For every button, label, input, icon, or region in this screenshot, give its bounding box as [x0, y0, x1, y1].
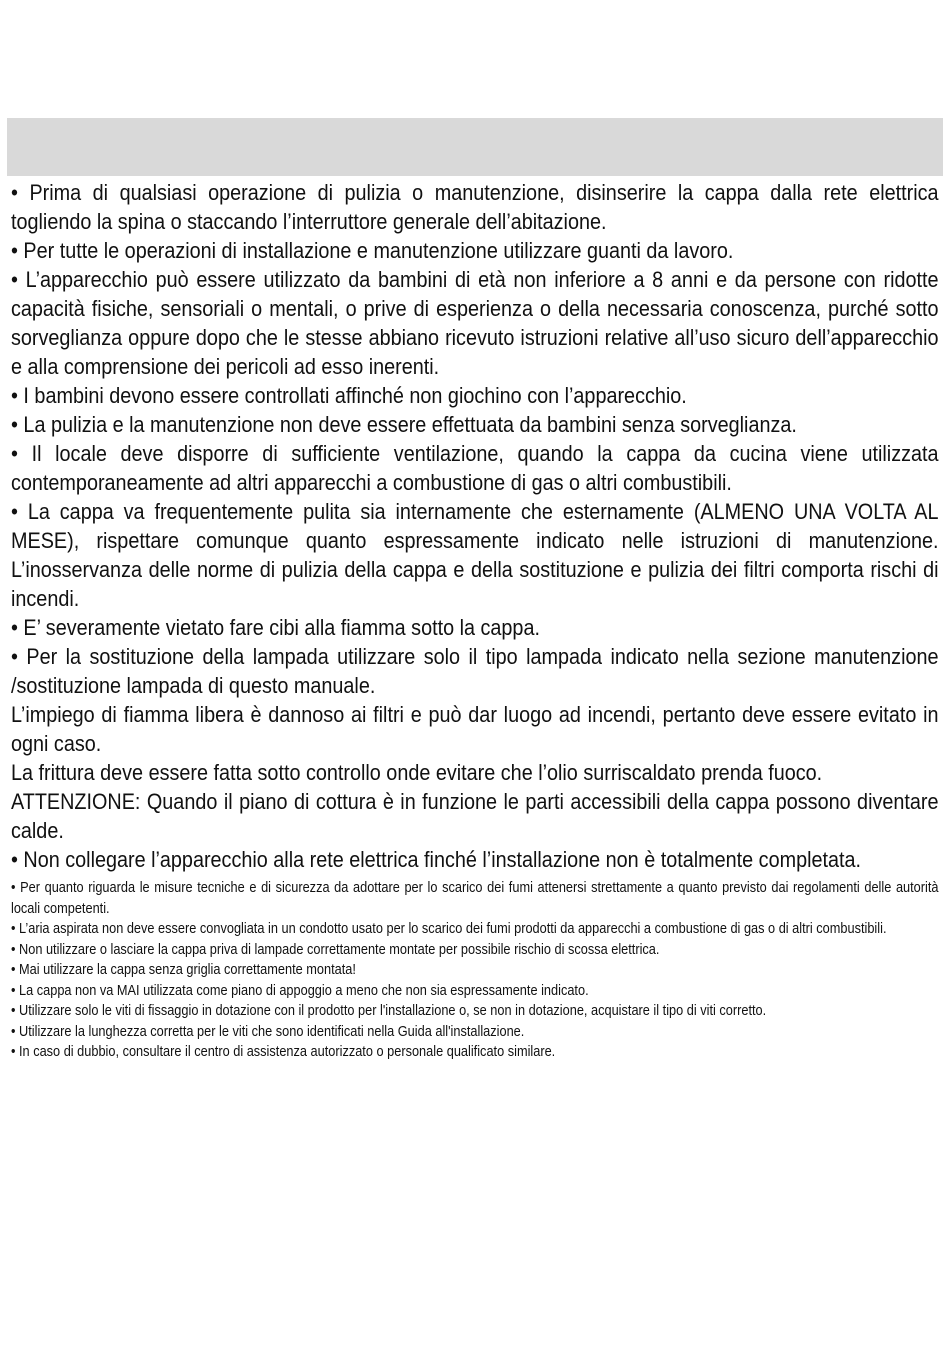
- note-paragraph: • La cappa non va MAI utilizzata come piano di appoggio a meno che non sia espressamente indicato.: [11, 982, 589, 999]
- warning-paragraph: • Il locale deve disporre di sufficiente ventilazione, quando la cappa da cucina viene utilizzata contemporaneamente ad altri apparecchi a combustione di gas o altri combustibili.: [11, 441, 939, 495]
- warning-paragraph: L’impiego di fiamma libera è dannoso ai filtri e può dar luogo ad incendi, pertanto deve essere evitato in ogni caso.: [11, 702, 939, 756]
- warning-paragraph: • E’ severamente vietato fare cibi alla fiamma sotto la cappa.: [11, 615, 540, 640]
- main-warnings: [11, 178, 939, 874]
- note-paragraph: • L’aria aspirata non deve essere convogliata in un condotto usato per lo scarico dei fumi prodotti da apparecchi a combustione di gas o di altri combustibili.: [11, 921, 887, 937]
- warning-paragraph: • Per tutte le operazioni di installazione e manutenzione utilizzare guanti da lavoro.: [11, 238, 734, 263]
- note-paragraph: • Non utilizzare o lasciare la cappa priva di lampade correttamente montate per possibile rischio di scossa elettrica.: [11, 941, 660, 958]
- note-paragraph: • Utilizzare la lunghezza corretta per le viti che sono identificati nella Guida all'installazione.: [11, 1023, 525, 1040]
- warning-paragraph: • Per la sostituzione della lampada utilizzare solo il tipo lampada indicato nella sezione manutenzione /sostituzione lampada di questo manuale.: [11, 644, 939, 698]
- warning-paragraph: • I bambini devono essere controllati affinché non giochino con l’apparecchio.: [11, 383, 687, 408]
- warning-paragraph: • La cappa va frequentemente pulita sia internamente che esternamente (ALMENO UNA VOLTA AL MESE), rispettare comunque quanto espressamente indicato nelle istruzioni di manutenzione. L’inosservanza delle norme di pulizia della cappa e della sostituzione e pulizia dei filtri comporta rischi di incendi.: [11, 499, 939, 611]
- note-paragraph: • Utilizzare solo le viti di fissaggio in dotazione con il prodotto per l'installazione o, se non in dotazione, acquistare il tipo di viti corretto.: [11, 1003, 767, 1019]
- warning-paragraph: La frittura deve essere fatta sotto controllo onde evitare che l’olio surriscaldato prenda fuoco.: [11, 760, 823, 785]
- warning-paragraph: • L’apparecchio può essere utilizzato da bambini di età non inferiore a 8 anni e da persone con ridotte capacità fisiche, sensoriali o mentali, o prive di esperienza o della necessaria conoscenza, purché sotto sorveglianza oppure dopo che le stesse abbiano ricevuto istruzioni relative all’uso sicuro dell’apparecchio e alla comprensione dei pericoli ad esso inerenti.: [11, 267, 939, 379]
- additional-warnings: [11, 878, 939, 1063]
- note-paragraph: • Per quanto riguarda le misure tecniche e di sicurezza da adottare per lo scarico dei fumi attenersi strettamente a quanto previsto dai regolamenti delle autorità locali competenti.: [11, 880, 939, 917]
- warning-paragraph: • Non collegare l’apparecchio alla rete elettrica finché l’installazione non è totalmente completata.: [11, 847, 862, 872]
- note-paragraph: • In caso di dubbio, consultare il centro di assistenza autorizzato o personale qualificato similare.: [11, 1044, 556, 1060]
- warning-paragraph: • Prima di qualsiasi operazione di pulizia o manutenzione, disinserire la cappa dalla rete elettrica togliendo la spina o staccando l’interruttore generale dell’abitazione.: [11, 180, 939, 234]
- note-paragraph: • Mai utilizzare la cappa senza griglia correttamente montata!: [11, 962, 356, 978]
- warning-paragraph: ATTENZIONE: Quando il piano di cottura è in funzione le parti accessibili della cappa possono diventare calde.: [11, 789, 939, 843]
- warning-paragraph: • La pulizia e la manutenzione non deve essere effettuata da bambini senza sorveglianza.: [11, 412, 797, 437]
- safety-instructions: [11, 178, 939, 1063]
- section-header-band: [7, 118, 943, 176]
